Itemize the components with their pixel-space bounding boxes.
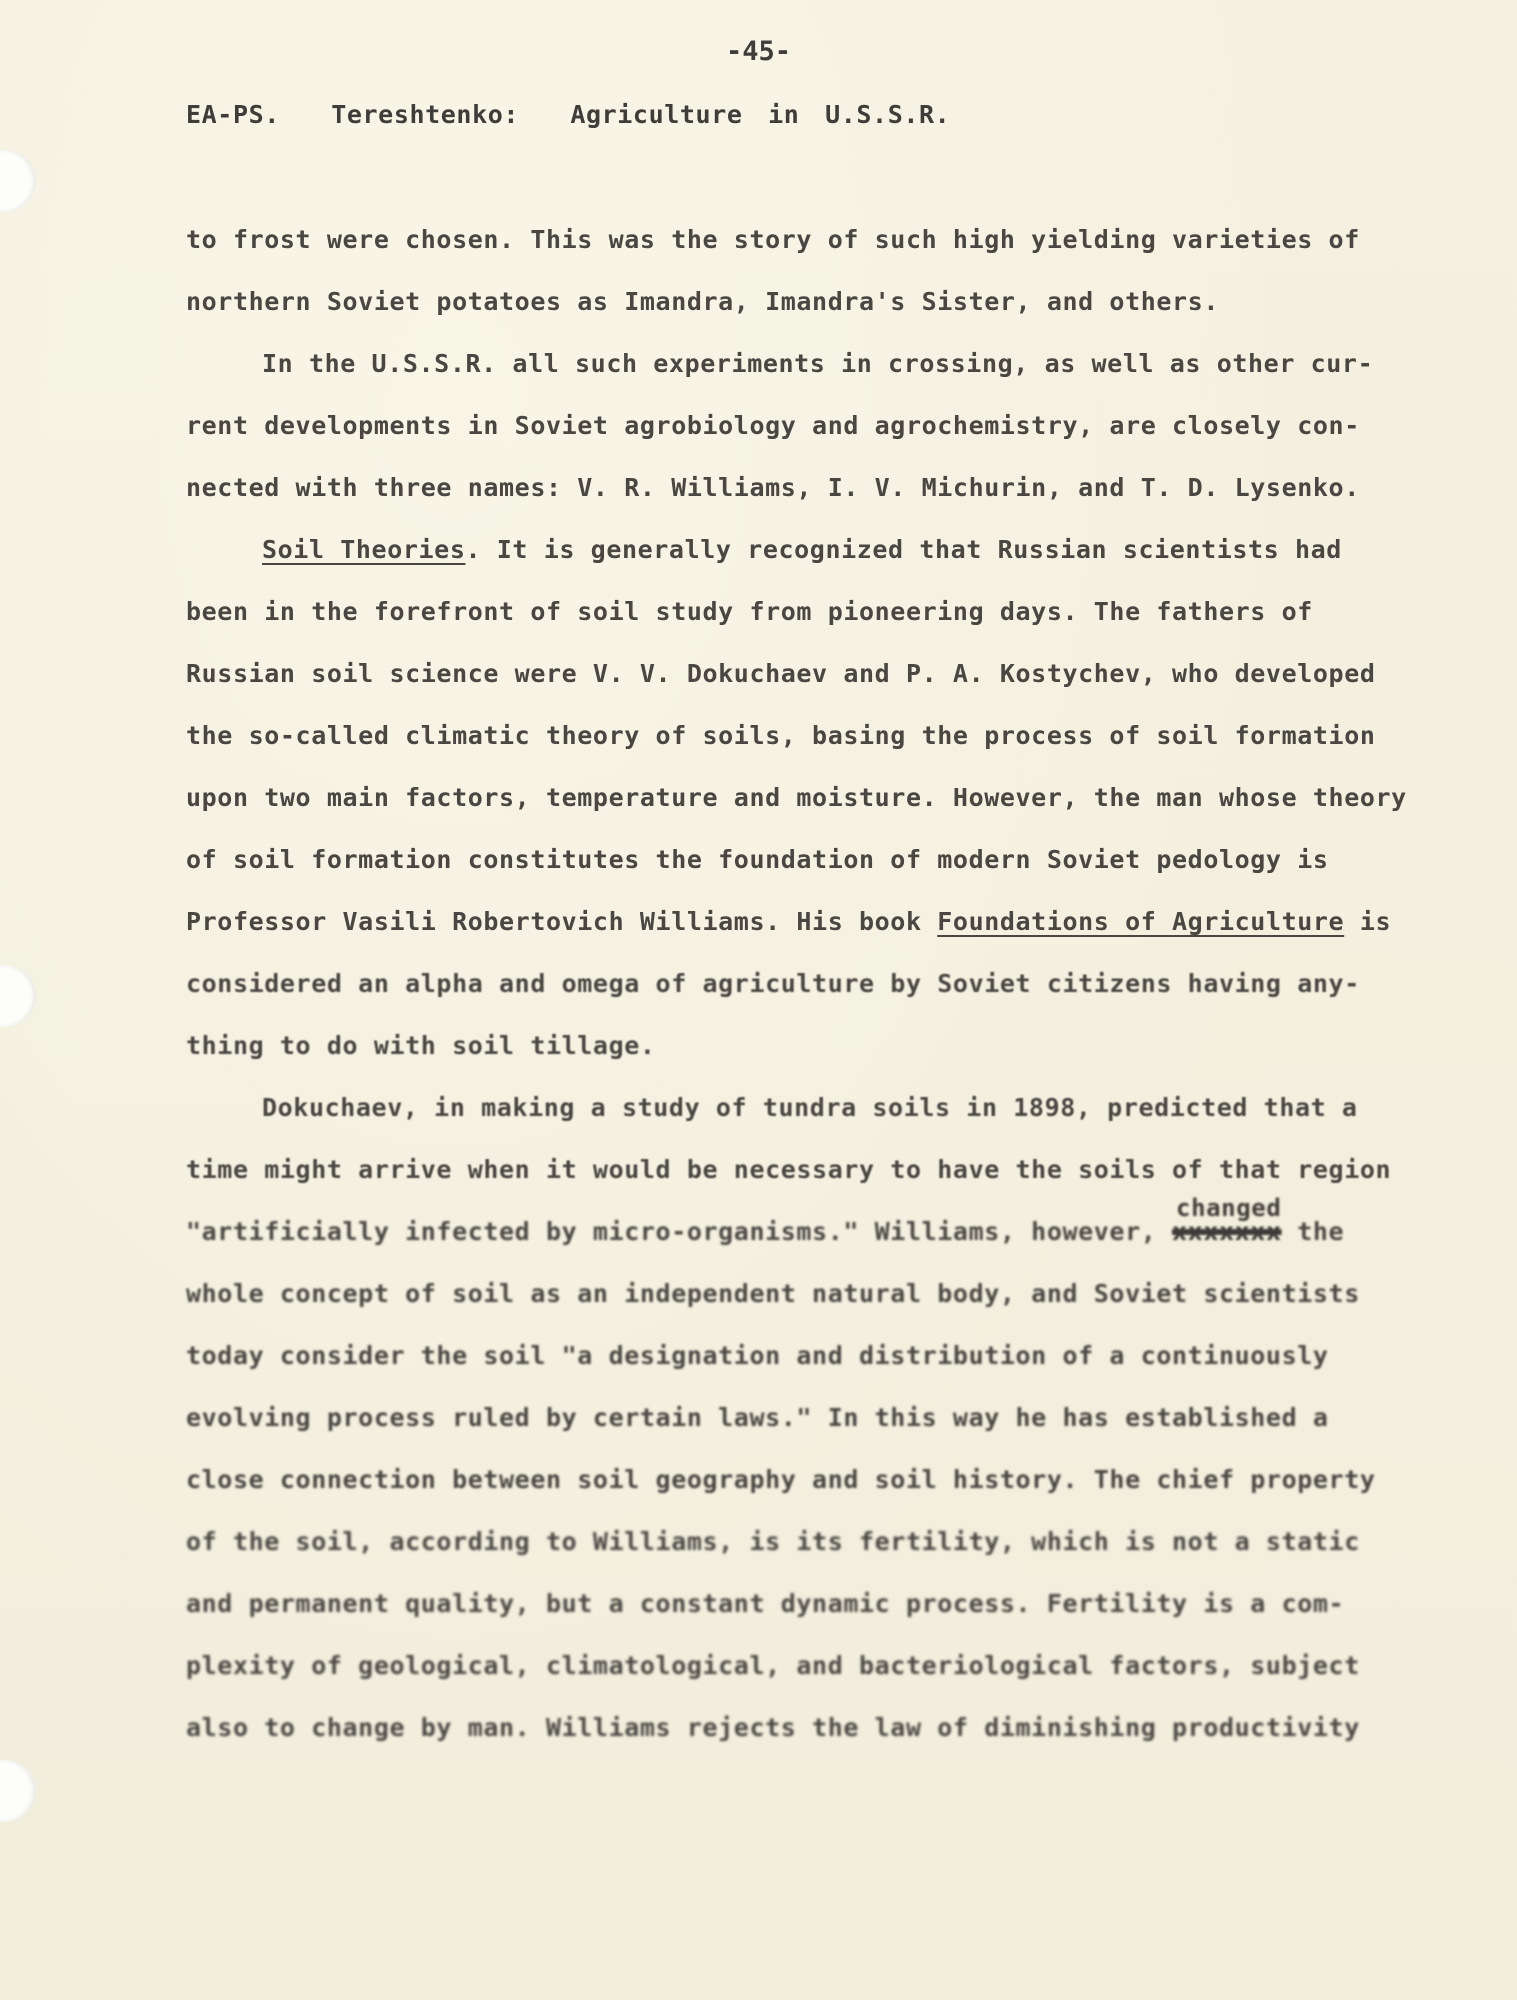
text-line: also to change by man. Williams rejects the law of diminishing productivity — [186, 1713, 1360, 1742]
text-segment: Professor Vasili Robertovich Williams. His book — [186, 907, 938, 936]
text-line: the so-called climatic theory of soils, basing the process of soil formation — [186, 721, 1376, 750]
text-line-with-correction — [186, 1194, 1406, 1272]
paragraph-start-line: In the U.S.S.R. all such experiments in crossing, as well as other cur- — [262, 349, 1374, 378]
text-line: thing to do with soil tillage. — [186, 1031, 656, 1060]
punch-hole-top — [0, 150, 36, 212]
text-line: been in the forefront of soil study from pioneering days. The fathers of — [186, 597, 1313, 626]
page-number: -45- — [725, 36, 792, 67]
text-line: Russian soil science were V. V. Dokuchaev and P. A. Kostychev, who developed — [186, 659, 1376, 688]
section-heading: Soil Theories — [262, 535, 466, 564]
running-head: EA-PS. Tereshtenko: Agriculture in U.S.S.R. — [186, 100, 951, 129]
section-heading-line — [186, 528, 1406, 590]
book-title: Foundations of Agriculture — [937, 907, 1345, 936]
text-line: of the soil, according to Williams, is its fertility, which is not a static — [186, 1527, 1360, 1556]
paragraph-start-line: Dokuchaev, in making a study of tundra soils in 1898, predicted that a — [262, 1093, 1358, 1122]
text-segment: "artificially infected by micro-organisms." Williams, however, — [186, 1217, 1173, 1246]
text-line: to frost were chosen. This was the story of such high yielding varieties of — [186, 225, 1360, 254]
text-line-with-title — [186, 900, 1406, 962]
body-text — [186, 218, 1406, 1768]
text-line: nected with three names: V. R. Williams, I. V. Michurin, and T. D. Lysenko. — [186, 473, 1360, 502]
punch-hole-bottom — [0, 1760, 36, 1822]
text-line: evolving process ruled by certain laws." In this way he has established a — [186, 1403, 1329, 1432]
text-line: rent developments in Soviet agrobiology and agrochemistry, are closely con- — [186, 411, 1360, 440]
struck-word: xxxxxxx — [1172, 1217, 1282, 1246]
text-line: plexity of geological, climatological, and bacteriological factors, subject — [186, 1651, 1360, 1680]
inserted-word: changed — [1176, 1194, 1282, 1222]
punch-hole-middle — [0, 965, 36, 1027]
text-line: whole concept of soil as an independent natural body, and Soviet scientists — [186, 1279, 1360, 1308]
text-line: upon two main factors, temperature and moisture. However, the man whose theory — [186, 783, 1407, 812]
text-line: today consider the soil "a designation and distribution of a continuously — [186, 1341, 1329, 1370]
text-segment: is — [1344, 907, 1392, 936]
text-line: and permanent quality, but a constant dynamic process. Fertility is a com- — [186, 1589, 1345, 1618]
text-line: time might arrive when it would be necessary to have the soils of that region — [186, 1155, 1392, 1184]
text-line: close connection between soil geography and soil history. The chief property — [186, 1465, 1376, 1494]
text-line: northern Soviet potatoes as Imandra, Imandra's Sister, and others. — [186, 287, 1219, 316]
text-line: of soil formation constitutes the foundation of modern Soviet pedology is — [186, 845, 1329, 874]
text-segment: the — [1281, 1217, 1345, 1246]
text-segment: . It is generally recognized that Russian scientists had — [465, 535, 1342, 564]
typed-correction — [1172, 1194, 1282, 1254]
text-line: considered an alpha and omega of agriculture by Soviet citizens having any- — [186, 969, 1360, 998]
